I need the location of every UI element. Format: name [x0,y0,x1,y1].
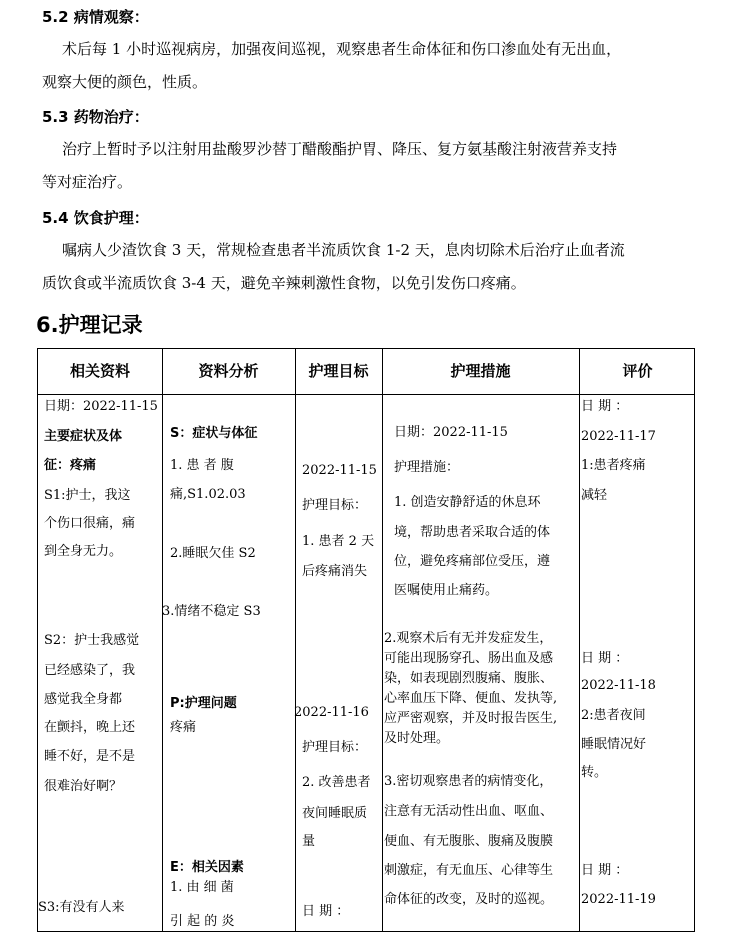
col5-line: 减轻 [581,488,608,503]
col4-line: 刺激症，有无血压、心律等生 [384,863,554,878]
col2-factor-heading: E：相关因素 [170,860,244,875]
col3-line: 日 期 ： [302,904,350,919]
col1-s1-line: 个伤口很痛，痛 [44,516,136,531]
header-nursing-measures: 护理措施 [450,362,511,380]
col4-line: 护理措施： [394,460,460,475]
paragraph-line: 等对症治疗。 [42,173,133,191]
heading-5-3: 5.3 药物治疗： [42,108,149,126]
column-divider [382,349,383,931]
col1-s2-line: 在颤抖，晚上还 [44,720,136,735]
col5-date: 2022-11-17 [581,429,656,444]
col1-symptom-value: 征：疼痛 [44,458,97,473]
col3-line: 护理目标： [302,498,368,513]
col4-line: 注意有无活动性出血、呕血、 [384,804,554,819]
nursing-record-table [37,348,695,932]
col3-line: 1. 患者 2 天 [302,534,375,549]
col5-date: 2022-11-19 [581,892,656,907]
col5-date-label: 日 期 ： [581,651,629,666]
col3-line: 量 [302,834,316,849]
col2-line: 1. 由 细 菌 [170,880,234,895]
column-divider [579,349,580,931]
col2-line: 引 起 的 炎 [170,914,235,929]
heading-5-2: 5.2 病情观察： [42,8,149,26]
col1-symptom-label: 主要症状及体 [44,429,123,444]
col2-problem-heading: P:护理问题 [170,696,237,711]
col3-line: 后疼痛消失 [302,564,368,579]
paragraph-line: 治疗上暂时予以注射用盐酸罗沙替丁醋酸酯护胃、降压、复方氨基酸注射液营养支持 [62,140,618,158]
paragraph-5-2 [42,33,706,99]
col4-line: 位，避免疼痛部位受压，遵 [394,554,551,569]
col4-line: 境，帮助患者采取合适的体 [394,525,551,540]
header-nursing-goal: 护理目标 [308,362,369,380]
col5-date: 2022-11-18 [581,678,656,693]
paragraph-line: 嘱病人少渣饮食 3 天，常规检查患者半流质饮食 1-2 天，息肉切除术后治疗止血者流 [62,241,625,259]
paragraph-line: 术后每 1 小时巡视病房，加强夜间巡视，观察患者生命体征和伤口渗血处有无出血， [62,40,622,58]
heading-5-4: 5.4 饮食护理： [42,209,149,227]
header-evaluation: 评价 [622,362,653,380]
paragraph-5-4 [42,234,706,300]
col2-line: 3.情绪不稳定 S3 [162,604,261,619]
col1-s2-line: 睡不好，是不是 [44,749,136,764]
col5-line: 2:患者夜间 [581,708,646,723]
column-divider [295,349,296,931]
col4-line: 便血、有无腹胀、腹痛及腹膜 [384,834,554,849]
column-divider [162,349,163,931]
col2-line: 疼痛 [170,720,197,735]
col4-line: 及时处理。 [384,731,450,746]
col1-s2-line: 很难治好啊？ [44,779,123,794]
col3-line: 2. 改善患者 [302,775,371,790]
col1-s2-line: 已经感染了，我 [44,663,136,678]
col1-s3-line: S3:有没有人来 [38,900,125,915]
col4-line: 应严密观察，并及时报告医生, [384,711,558,726]
col4-line: 心率血压下降、便血、发执等, [384,691,558,706]
header-data-analysis: 资料分析 [198,362,259,380]
col2-symptom-heading: S：症状与体征 [170,426,258,441]
col1-s1-line: S1:护士，我这 [44,488,131,503]
col5-line: 转。 [581,765,608,780]
col1-s2-line: S2：护士我感觉 [44,633,140,648]
col5-line: 1:患者疼痛 [581,458,646,473]
col3-line: 护理目标： [302,740,368,755]
col5-line: 睡眠情况好 [581,737,647,752]
paragraph-line: 观察大便的颜色，性质。 [42,73,208,91]
header-related-data: 相关资料 [69,362,130,380]
col2-line: 2.睡眠欠佳 S2 [170,546,256,561]
col3-line: 夜间睡眠质 [302,806,368,821]
col4-line: 1. 创造安静舒适的休息环 [394,495,541,510]
col1-s1-line: 到全身无力。 [44,544,123,559]
col4-line: 可能出现肠穿孔、肠出血及感 [384,651,554,666]
col1-s2-line: 感觉我全身都 [44,692,123,707]
section-6-title: 6.护理记录 [36,313,143,337]
col4-line: 染，如表现剧烈腹痛、腹胀、 [384,671,554,686]
col2-line: 痛,S1.02.03 [170,487,246,502]
col4-line: 3.密切观察患者的病情变化， [384,774,553,789]
col2-line: 1. 患 者 腹 [170,458,234,473]
col4-line: 医嘱使用止痛药。 [394,583,499,598]
paragraph-5-3 [42,133,706,199]
col4-line: 2.观察术后有无并发症发生， [384,631,553,646]
col4-line: 命体征的改变，及时的巡视。 [384,892,554,907]
col5-date-label: 日 期 ： [581,863,629,878]
col4-date: 日期：2022-11-15 [394,425,508,440]
col3-date: 2022-11-15 [302,463,377,478]
col5-date-label: 日 期 ： [581,399,629,414]
col3-date: 2022-11-16 [294,705,369,720]
col1-date: 日期：2022-11-15 [44,399,158,414]
paragraph-line: 质饮食或半流质饮食 3-4 天，避免辛辣刺激性食物，以免引发伤口疼痛。 [42,274,526,292]
